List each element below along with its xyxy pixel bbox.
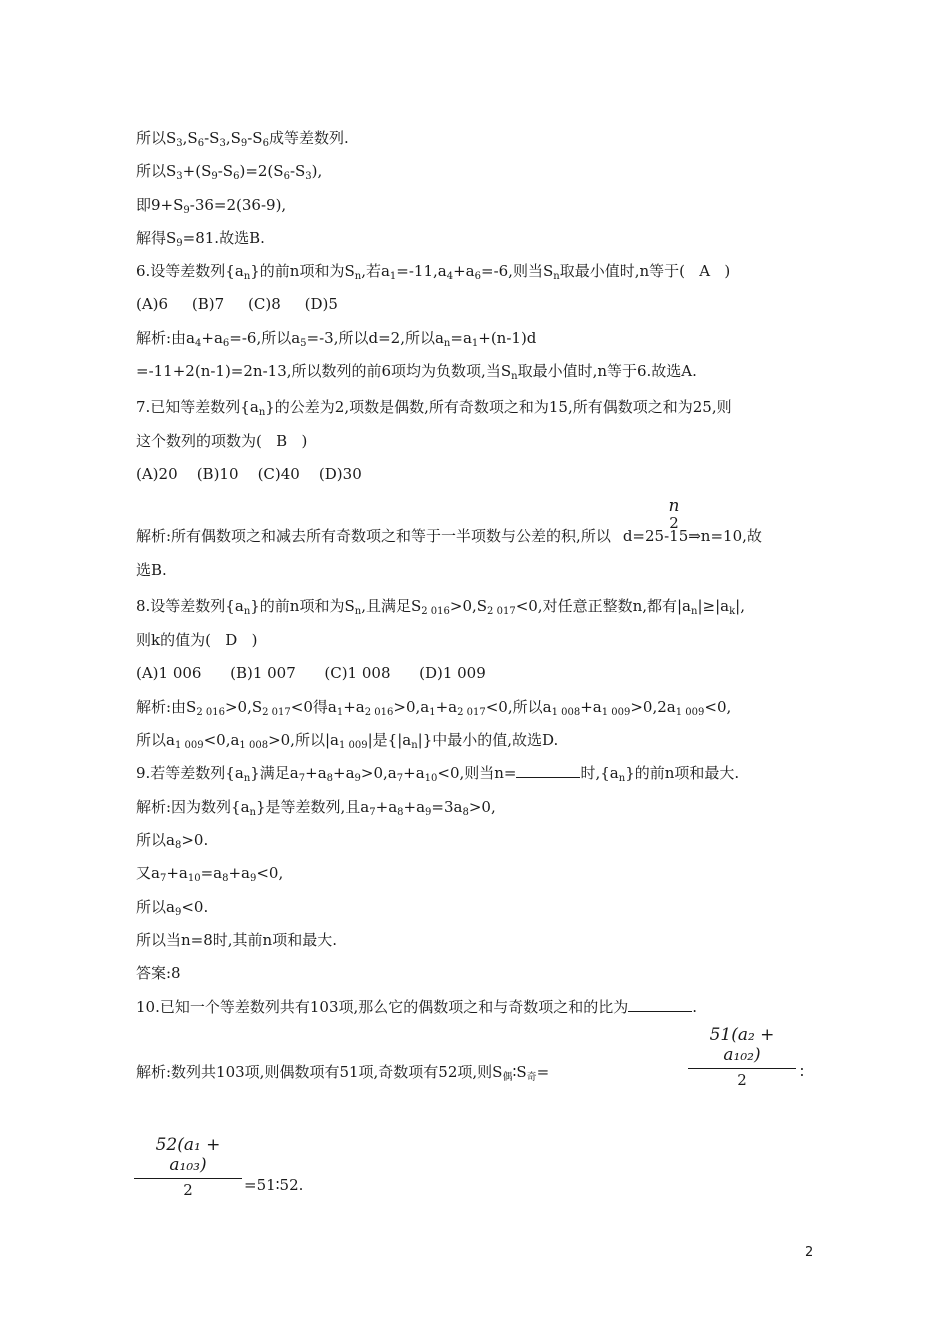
question-9-analysis-4: 所以$a_9<0$. <box>136 898 209 918</box>
fraction-denominator: 2 <box>669 514 679 532</box>
question-7-analysis-2: 选B. <box>136 561 167 579</box>
question-9-analysis-2: 所以$a_8>0$. <box>136 831 209 851</box>
question-7-options: (A)20 (B)10 (C)40 (D)30 <box>136 465 362 483</box>
fraction-numerator: 51(a₂ + a₁₀₂) <box>709 1025 775 1065</box>
fraction-denominator: 2 <box>183 1181 193 1199</box>
ratio-colon: ∶ <box>800 1063 804 1081</box>
fraction-numerator: 52(a₁ + a₁₀₃) <box>155 1135 221 1175</box>
fraction-denominator: 2 <box>737 1071 747 1089</box>
question-7: 7.已知等差数列$\{a_n\}$的公差为2,项数是偶数,所有奇数项之和为15,所有偶数项之和为25,则 <box>136 398 732 418</box>
question-10-analysis-1: 解析:数列共103项,则偶数项有51项,奇数项有52项,则$S_偶∶S_奇=$ <box>136 1063 550 1083</box>
question-8-analysis-1: 解析:由$S_{2 016}>0,S_{2 017}<0$得$a_1+a_{2 016}>0,a_1+a_{2 017}<0$,所以$a_{1 008}+a_{1 009}>0,2a_{1 009}<0$, <box>136 698 732 718</box>
fraction-odd-sum <box>134 1135 242 1199</box>
text-line-4: 解得$S_9=81$.故选B. <box>136 229 265 249</box>
text-line-2: 所以$S_3+(S_9-S_6)=2(S_6-S_3)$, <box>136 162 323 182</box>
question-8-options: (A)1 006 (B)1 007 (C)1 008 (D)1 009 <box>136 664 486 682</box>
question-6-analysis-1: 解析:由$a_4+a_6=-6$,所以$a_5=-3$,所以d=2,所以$a_n=a_1+(n-1)d$ <box>136 329 537 349</box>
question-7-cont: 这个数列的项数为( B ) <box>136 432 308 450</box>
question-6-analysis-2: =-11+2(n-1)=2n-13,所以数列的前6项均为负数项,当$S_n$取最小值时,n等于6.故选A. <box>136 362 697 382</box>
question-9-answer: 答案:8 <box>136 964 181 982</box>
question-8-cont: 则k的值为( D ) <box>136 631 258 649</box>
question-10: 10.已知一个等差数列共有103项,那么它的偶数项之和与奇数项之和的比为 . <box>136 998 698 1016</box>
question-8-analysis-2: 所以$a_{1 009}<0,a_{1 008}>0$,所以$|a_{1 009}|$是$\{|a_n|\}$中最小的值,故选D. <box>136 731 559 751</box>
fraction-numerator: n <box>668 496 680 516</box>
question-6: 6.设等差数列$\{a_n\}$的前n项和为$S_n$,若$a_1=-11,a_4+a_6=-6$,则当$S_n$取最小值时,n等于( A ) <box>136 262 731 282</box>
question-10-analysis-2: =51∶52. <box>244 1176 304 1194</box>
question-6-options: (A)6 (B)7 (C)8 (D)5 <box>136 295 338 313</box>
question-9-analysis-3: 又$a_7+a_{10}=a_8+a_9<0$, <box>136 864 284 884</box>
text-line-3: 即$9+S_9-36=2(36-9)$, <box>136 196 287 216</box>
question-8: 8.设等差数列$\{a_n\}$的前n项和为$S_n$,且满足$S_{2 016}>0,S_{2 017}<0$,对任意正整数n,都有$|a_n|\ge|a_k|$, <box>136 597 745 617</box>
question-9-analysis-5: 所以当n=8时,其前n项和最大. <box>136 931 337 949</box>
question-7-analysis-1: 解析:所有偶数项之和减去所有奇数项之和等于一半项数与公差的积,所以 d=25-15⇒n=10,故 <box>136 527 762 545</box>
page-number: 2 <box>805 1245 814 1260</box>
question-9-analysis-1: 解析:因为数列$\{a_n\}$是等差数列,且$a_7+a_8+a_9=3a_8>0$, <box>136 798 496 818</box>
text-line-1: 所以$S_3,S_6-S_3,S_9-S_6$成等差数列. <box>136 129 349 149</box>
fraction-even-sum <box>688 1025 796 1089</box>
question-9: 9.若等差数列$\{a_n\}$满足$a_7+a_8+a_9>0,a_7+a_{10}<0$,则当n= 时$,\{a_n\}$的前n项和最大. <box>136 764 740 784</box>
